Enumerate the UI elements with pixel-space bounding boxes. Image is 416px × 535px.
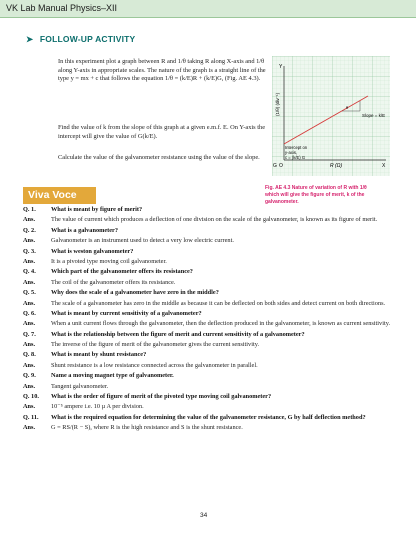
answer-text: The value of current which produces a deflection of one division on the scale of the galvanometer, is known as its figure of merit. xyxy=(51,216,378,224)
question-number: Q. 3. xyxy=(23,247,36,255)
page-header xyxy=(0,0,416,18)
answer-row xyxy=(23,216,395,224)
answer-label: Ans. xyxy=(23,320,36,328)
section-heading xyxy=(26,34,135,45)
intercept-line-2: y-axis, xyxy=(285,150,298,155)
answer-label: Ans. xyxy=(23,216,36,224)
answer-label: Ans. xyxy=(23,237,36,245)
graph-figure xyxy=(272,56,390,176)
theta-label: θ xyxy=(346,105,349,110)
question-text: What is weston galvanometer? xyxy=(51,247,134,255)
question-row xyxy=(23,268,395,276)
y-axis-letter: Y xyxy=(279,64,283,70)
question-row xyxy=(23,310,395,318)
answer-text: The scale of a galvanometer has zero in the middle as because it can be deflected on both sides and detect current on both directions. xyxy=(51,299,386,307)
question-row xyxy=(23,248,395,256)
question-number: Q. 8. xyxy=(23,351,36,359)
answer-row xyxy=(23,383,395,391)
answer-label: Ans. xyxy=(23,361,36,369)
x-axis-letter: X xyxy=(382,163,386,169)
viva-voce-title: Viva Voce xyxy=(28,189,77,201)
y-axis-label: (1/θ) (div⁻¹) xyxy=(275,92,280,116)
book-title: VK Lab Manual Physics–XII xyxy=(6,3,118,13)
question-number: Q. 7. xyxy=(23,330,36,338)
question-text: What is meant by current sensitivity of a galvanometer? xyxy=(51,309,202,317)
answer-text: Shunt resistance is a low resistance connected across the galvanometer in parallel. xyxy=(51,361,258,369)
followup-paragraph-3: Calculate the value of the galvanometer resistance using the value of the slope. xyxy=(58,154,260,161)
answer-text: Galvanometer is an instrument used to detect a very low electric current. xyxy=(51,237,234,245)
followup-paragraph-1: In this experiment plot a graph between R and 1/θ taking R along X-axis and 1/θ along Y-axis in appropriate scales. The nature of the graph is a straight line of the type y = mx + c that follows the equation 1/θ = (k/E)R + (k/E)G, (Fig. AE 4.3). xyxy=(58,58,266,83)
question-row xyxy=(23,289,395,297)
question-text: What is the relationship between the figure of merit and current sensitivity of a galvanometer? xyxy=(51,330,305,338)
answer-label: Ans. xyxy=(23,299,36,307)
question-number: Q. 4. xyxy=(23,268,36,276)
question-number: Q. 10. xyxy=(23,393,39,401)
question-number: Q. 6. xyxy=(23,309,36,317)
intercept-line-3: c = (k/E) G xyxy=(285,155,306,160)
question-number: Q. 5. xyxy=(23,289,36,297)
answer-text: The coil of the galvanometer offers its resistance. xyxy=(51,278,176,286)
answer-text: G = RS/(R − S), where R is the high resistance and S is the shunt resistance. xyxy=(51,424,243,432)
answer-text: Tangent galvanometer. xyxy=(51,382,109,390)
answer-row xyxy=(23,362,395,370)
question-text: Which part of the galvanometer offers its resistance? xyxy=(51,268,193,276)
answer-text: When a unit current flows through the galvanometer, then the deflection produced in the galvanometer, is known as current sensitivity. xyxy=(51,320,391,328)
answer-row xyxy=(23,403,395,411)
answer-row xyxy=(23,341,395,349)
figure-caption: Fig. AE 4.3 Nature of variation of R with 1/θ which will give the figure of merit, k of the galvanometer. xyxy=(265,185,367,205)
question-text: What is meant by shunt resistance? xyxy=(51,351,147,359)
answer-label: Ans. xyxy=(23,424,36,432)
question-text: What is the order of figure of merit of the pivoted type moving coil galvanometer? xyxy=(51,393,272,401)
question-text: What is the required equation for determining the value of the galvanometer resistance, G by half deflection method? xyxy=(51,413,366,421)
answer-label: Ans. xyxy=(23,341,36,349)
question-text: Name a moving magnet type of galvanometer. xyxy=(51,372,174,380)
slope-label: Slope = k/E xyxy=(362,113,386,118)
answer-label: Ans. xyxy=(23,403,36,411)
g-label: G xyxy=(273,163,277,169)
answer-label: Ans. xyxy=(23,382,36,390)
answer-label: Ans. xyxy=(23,257,36,265)
section-title: FOLLOW-UP ACTIVITY xyxy=(39,34,136,44)
question-row xyxy=(23,393,395,401)
question-row xyxy=(23,331,395,339)
answer-row xyxy=(23,258,395,266)
viva-voce-banner xyxy=(23,187,96,204)
page-number: 34 xyxy=(200,512,208,519)
question-row xyxy=(23,351,395,359)
question-number: Q. 11. xyxy=(23,413,39,421)
answer-text: It is a pivoted type moving coil galvanometer. xyxy=(51,257,167,265)
question-row xyxy=(23,414,395,422)
question-number: Q. 1. xyxy=(23,206,36,213)
answer-row xyxy=(23,300,395,308)
answer-row xyxy=(23,279,395,287)
followup-paragraph-2: Find the value of k from the slope of this graph at a given e.m.f. E. On Y-axis the intercept will give the value of G(k/E). xyxy=(58,124,266,140)
answer-row xyxy=(23,320,395,328)
origin-label: O xyxy=(279,163,283,169)
question-number: Q. 2. xyxy=(23,226,36,234)
question-row xyxy=(23,372,395,380)
question-text: What is a galvanometer? xyxy=(51,226,118,234)
answer-row xyxy=(23,424,395,432)
intercept-line-1: Intercept on xyxy=(285,145,308,150)
question-number: Q. 9. xyxy=(23,372,36,380)
question-text: What is meant by figure of merit? xyxy=(51,206,143,213)
answer-label: Ans. xyxy=(23,278,36,286)
qa-list xyxy=(23,206,395,435)
answer-text: The inverse of the figure of merit of the galvanometer gives the current sensitivity. xyxy=(51,341,260,349)
answer-row xyxy=(23,237,395,245)
question-text: Why does the scale of a galvanometer have zero in the middle? xyxy=(51,289,219,297)
x-axis-label: R (Ω) xyxy=(330,163,343,169)
answer-text: 10⁻⁵ ampere i.e. 10 µ A per division. xyxy=(51,403,144,411)
question-row xyxy=(23,227,395,235)
arrow-icon: ➤ xyxy=(26,34,34,44)
question-row xyxy=(23,206,395,214)
